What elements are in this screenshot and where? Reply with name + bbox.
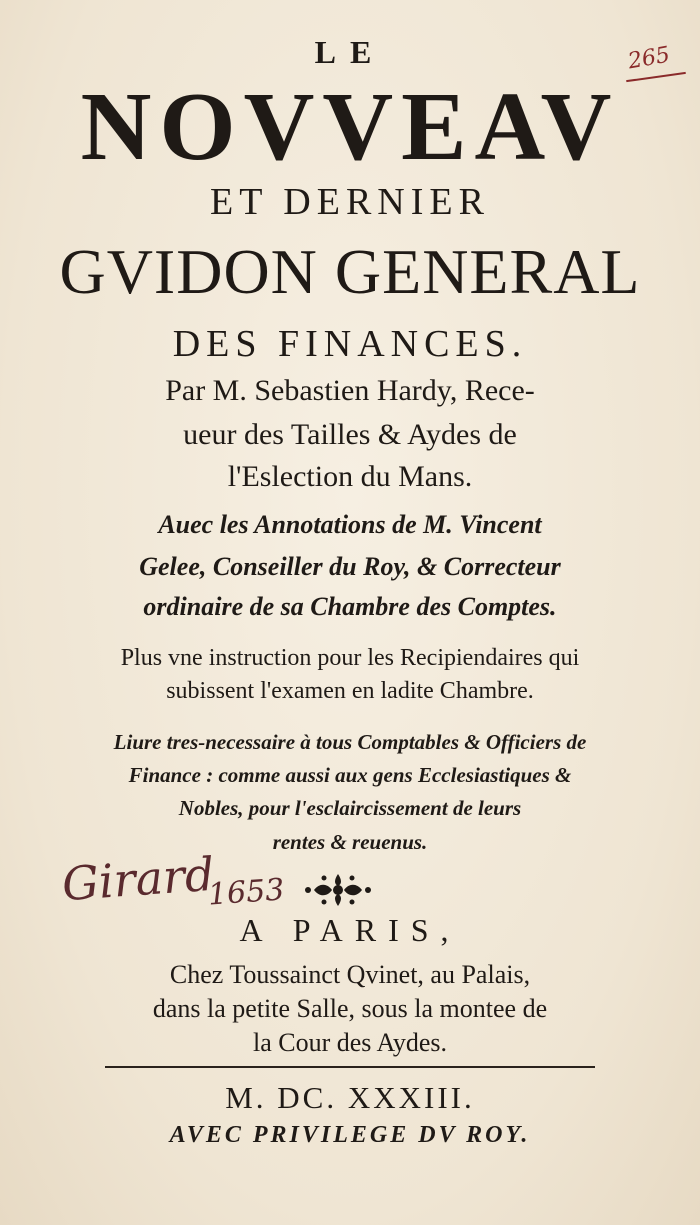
annotations-line-3: ordinaire de sa Chambre des Comptes.	[143, 592, 557, 621]
author-line-3: l'Eslection du Mans.	[227, 460, 473, 493]
annotations-line-2: Gelee, Conseiller du Roy, & Correcteur	[139, 552, 561, 581]
title-guidon-general: GVIDON GENERAL	[59, 236, 641, 307]
corner-manuscript-note: 265	[626, 42, 672, 75]
title-des-finances: DES FINANCES.	[172, 323, 528, 365]
annotations-line-1: Auec les Annotations de M. Vincent	[158, 510, 542, 539]
author-line-1: Par M. Sebastien Hardy, Rece-	[165, 374, 535, 407]
printer-line-1: Chez Toussainct Qvinet, au Palais,	[169, 960, 531, 989]
title-et-dernier: ET DERNIER	[210, 181, 490, 223]
description-line-4: rentes & reuenus.	[272, 830, 428, 854]
manuscript-signature: Girard	[60, 846, 217, 912]
instruction-line-1: Plus vne instruction pour les Recipiendaires qui	[120, 645, 580, 671]
description-line-1: Liure tres-necessaire à tous Comptables & Officiers de	[113, 730, 587, 754]
imprint-city: A PARIS,	[239, 912, 461, 948]
manuscript-year: 1653	[206, 872, 286, 913]
fleuron-ornament-icon	[300, 870, 376, 910]
instruction-line-2: subissent l'examen en ladite Chambre.	[166, 678, 534, 704]
description-line-3: Nobles, pour l'esclaircissement de leurs	[178, 796, 522, 820]
publication-date: M. DC. XXXIII.	[225, 1080, 475, 1115]
printer-line-2: dans la petite Salle, sous la montee de	[152, 994, 548, 1023]
description-line-2: Finance : comme aussi aux gens Ecclesiastiques &	[128, 763, 572, 787]
printer-line-3: la Cour des Aydes.	[252, 1028, 448, 1057]
title-nouveau: NOVVEAV	[80, 73, 620, 181]
privilege-line: AVEC PRIVILEGE DV ROY.	[169, 1122, 531, 1148]
imprint-rule	[105, 1066, 595, 1068]
title-le: LE	[314, 34, 386, 70]
author-line-2: ueur des Tailles & Aydes de	[183, 418, 517, 451]
